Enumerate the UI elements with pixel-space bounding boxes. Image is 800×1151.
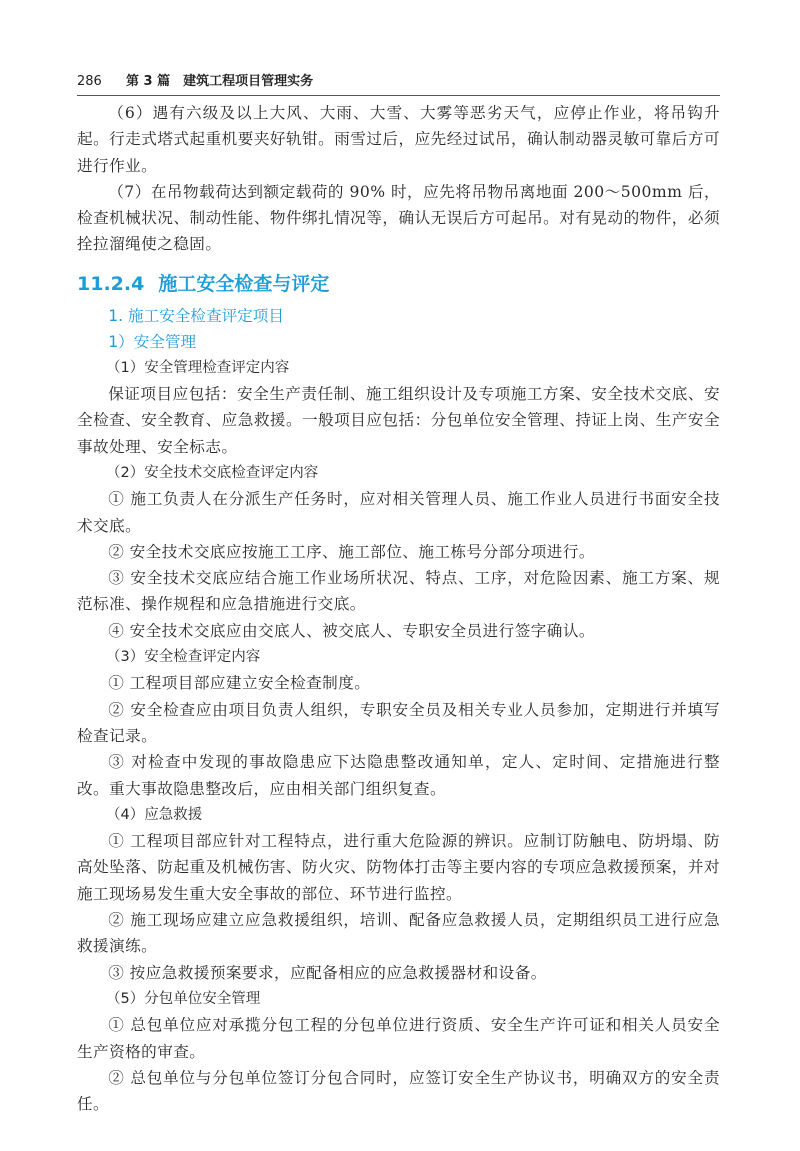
paragraph: ② 施工现场应建立应急救援组织，培训、配备应急救援人员，定期组织员工进行应急救援演练。 <box>77 911 720 956</box>
item-heading: （4）应急救援 <box>106 806 203 823</box>
paragraph: （6）遇有六级及以上大风、大雨、大雪、大雾等恶劣天气，应停止作业，将吊钩升起。行走式塔式起重机要夹好轨钳。雨雪过后，应先经过试吊，确认制动器灵敏可靠后方可进行作业。 <box>77 104 720 175</box>
section-title: 施工安全检查与评定 <box>158 272 330 295</box>
section-number: 11.2.4 <box>77 272 145 295</box>
paragraph: ③ 安全技术交底应结合施工作业场所状况、特点、工序，对危险因素、施工方案、规范标准、操作规程和应急措施进行交底。 <box>77 569 720 614</box>
page-header <box>77 71 717 93</box>
page-body <box>77 100 720 1117</box>
chapter-title: 第 3 篇 建筑工程项目管理实务 <box>125 74 314 89</box>
header-divider <box>77 95 720 96</box>
section-heading <box>77 269 720 299</box>
paragraph: ② 总包单位与分包单位签订分包合同时，应签订安全生产协议书，明确双方的安全责任。 <box>77 1068 720 1114</box>
paragraph: ① 施工负责人在分派生产任务时，应对相关管理人员、施工作业人员进行书面安全技术交底。 <box>77 490 720 535</box>
paragraph: ② 安全技术交底应按施工工序、施工部位、施工栋号分部分项进行。 <box>108 542 595 561</box>
item-heading: （3）安全检查评定内容 <box>106 649 261 666</box>
sub-subsection-heading: 1）安全管理 <box>108 332 197 351</box>
item-heading: （1）安全管理检查评定内容 <box>106 359 290 376</box>
paragraph: ① 工程项目部应针对工程特点，进行重大危险源的辨识。应制订防触电、防坍塌、防高处坠落、防起重及机械伤害、防火灾、防物体打击等主要内容的专项应急救援预案，并对施工现场易发生重大安全事故的部位、环节进行监控。 <box>77 832 720 903</box>
item-heading: （5）分包单位安全管理 <box>106 990 261 1007</box>
item-heading: （2）安全技术交底检查评定内容 <box>106 464 319 481</box>
paragraph: ③ 对检查中发现的事故隐患应下达隐患整改通知单，定人、定时间、定措施进行整改。重大事故隐患整改后，应由相关部门组织复查。 <box>77 753 720 798</box>
page-number: 286 <box>77 74 102 89</box>
subsection-heading: 1. 施工安全检查评定项目 <box>108 306 284 325</box>
paragraph: ① 工程项目部应建立安全检查制度。 <box>108 674 371 693</box>
paragraph: ③ 按应急救援预案要求，应配备相应的应急救援器材和设备。 <box>108 963 547 982</box>
paragraph: ① 总包单位应对承揽分包工程的分包单位进行资质、安全生产许可证和相关人员安全生产资格的审查。 <box>77 1016 720 1061</box>
paragraph: （7）在吊物载荷达到额定载荷的 90% 时，应先将吊物吊离地面 200～500mm 后，检查机械状况、制动性能、物件绑扎情况等，确认无误后方可起吊。对有晃动的物件，必须拴拉溜绳使之稳固。 <box>77 182 720 254</box>
paragraph: ④ 安全技术交底应由交底人、被交底人、专职安全员进行签字确认。 <box>108 621 595 640</box>
paragraph: 保证项目应包括：安全生产责任制、施工组织设计及专项施工方案、安全技术交底、安全检查、安全教育、应急救援。一般项目应包括：分包单位安全管理、持证上岗、生产安全事故处理、安全标志。 <box>77 385 720 456</box>
paragraph: ② 安全检查应由项目负责人组织，专职安全员及相关专业人员参加，定期进行并填写检查记录。 <box>77 700 720 745</box>
